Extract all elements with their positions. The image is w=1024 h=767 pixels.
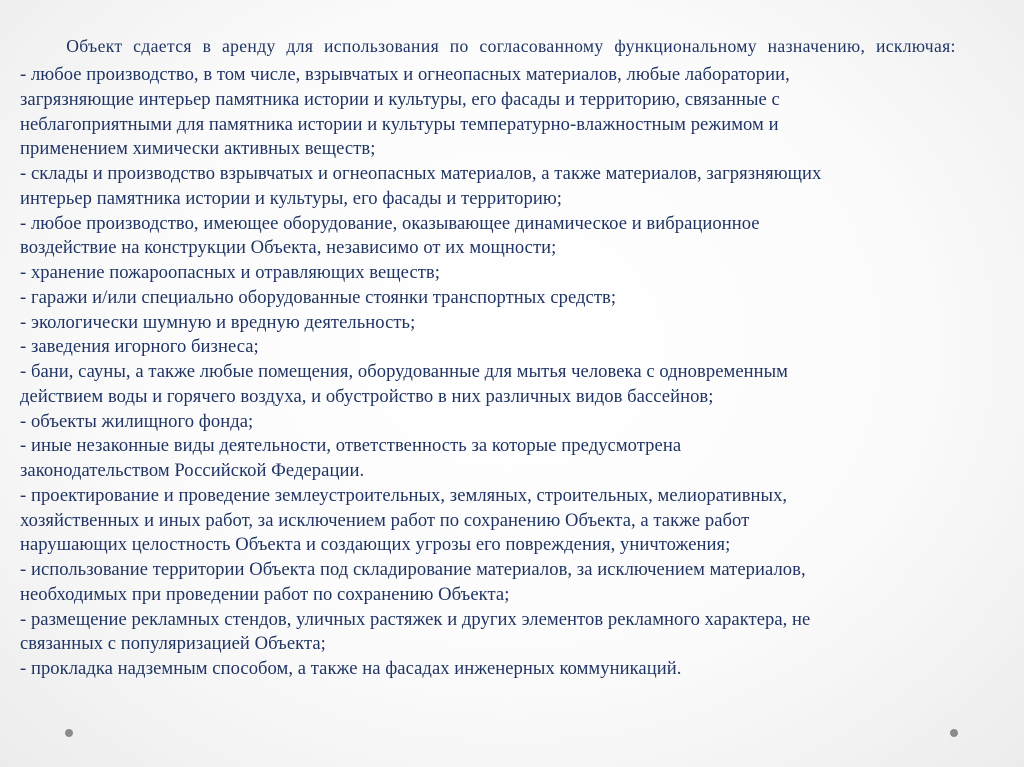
list-item: - размещение рекламных стендов, уличных растяжек и других элементов рекламного характера, не связанных с популяризацией Объекта; — [20, 608, 811, 655]
slide-content — [20, 34, 1002, 682]
list-item: - объекты жилищного фонда; — [20, 410, 254, 432]
list-item: - экологически шумную и вредную деятельность; — [20, 311, 416, 333]
corner-dot-icon — [65, 729, 73, 737]
list-item: - прокладка надземным способом, а также на фасадах инженерных коммуникаций. — [20, 658, 682, 679]
list-item: - бани, сауны, а также любые помещения, оборудованные для мытья человека с одновременным действием воды и горячего воздуха, и обустройство в них различных видов бассейнов; — [20, 361, 788, 407]
exclusion-list — [20, 63, 1002, 682]
list-item: - склады и производство взрывчатых и огнеопасных материалов, а также материалов, загрязняющих интерьер памятника истории и культуры, его фасады и территорию; — [20, 163, 822, 209]
list-item: - хранение пожароопасных и отравляющих веществ; — [20, 262, 440, 283]
list-item: - заведения игорного бизнеса; — [20, 336, 259, 358]
corner-dot-icon — [950, 729, 958, 737]
list-item: - иные незаконные виды деятельности, ответственность за которые предусмотрена законодательством Российской Федерации. — [20, 435, 682, 481]
list-item: - гаражи и/или специально оборудованные стоянки транспортных средств; — [20, 286, 617, 308]
list-item: - проектирование и проведение землеустроительных, земляных, строительных, мелиоративных, хозяйственных и иных работ, за исключением работ по сохранению Объекта, а также работ нарушающих целостность Объекта и создающих угрозы его повреждения, уничтожения; — [20, 484, 788, 556]
list-item: - использование территории Объекта под складирование материалов, за исключением материалов, необходимых при проведении работ по сохранению Объекта; — [20, 559, 806, 605]
list-item: - любое производство, имеющее оборудование, оказывающее динамическое и вибрационное воздействие на конструкции Объекта, независимо от их мощности; — [20, 212, 760, 259]
slide-heading: Объект сдается в аренду для использования по согласованному функциональному назначению, исключая: — [66, 36, 956, 56]
list-item: - любое производство, в том числе, взрывчатых и огнеопасных материалов, любые лаборатории, загрязняющие интерьер памятника истории и культуры, его фасады и территорию, связанные с неблагоприятными для памятника истории и культуры температурно-влажностным режимом и применением химически активных веществ; — [20, 64, 790, 160]
